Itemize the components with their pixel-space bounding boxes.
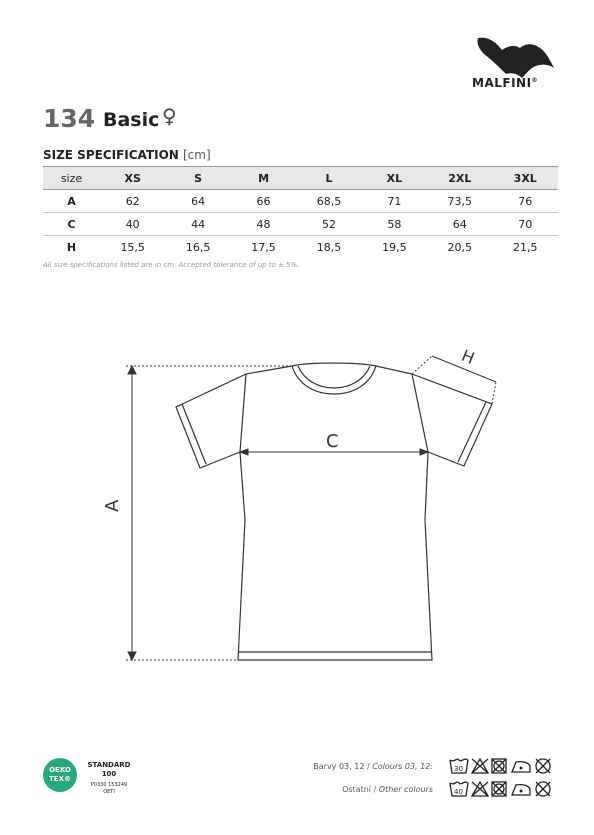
table-cell: 44 (165, 213, 230, 236)
wash-30-icon (450, 759, 468, 773)
measurement-h-line (412, 356, 496, 404)
size-spec-unit: [cm] (183, 148, 211, 162)
table-cell: 66 (231, 190, 296, 213)
care-label-colours (213, 762, 433, 771)
size-table (43, 166, 558, 258)
size-table-header (43, 167, 558, 190)
wash-temp: 30 (454, 765, 463, 773)
no-tumble-dry-icon (492, 759, 506, 773)
oeko-code (86, 782, 132, 796)
label-a: A (102, 499, 123, 512)
table-row (43, 190, 558, 213)
iron-icon (512, 785, 530, 795)
size-spec-title (43, 148, 211, 162)
table-cell: 76 (493, 190, 558, 213)
oeko-standard-line2: 100 (101, 770, 117, 778)
no-dry-clean-icon (536, 759, 550, 773)
table-cell: 58 (362, 213, 427, 236)
iron-icon (512, 762, 530, 772)
oeko-standard (86, 761, 132, 779)
label-c: C (326, 431, 339, 452)
brand-name-text: MALFINI (472, 76, 532, 90)
care-icons-row (448, 757, 558, 775)
header-cell: XL (362, 167, 427, 190)
header-cell: 2XL (427, 167, 492, 190)
care-icons-row (448, 780, 558, 798)
oeko-code-line1: P0330 153249 (90, 782, 128, 788)
table-cell: 68,5 (296, 190, 361, 213)
no-tumble-dry-icon (492, 782, 506, 796)
measurement-a-line (126, 366, 292, 660)
model-name: Basic (103, 109, 160, 131)
tshirt-outline (176, 363, 492, 660)
header-cell: M (231, 167, 296, 190)
header-cell: XS (100, 167, 165, 190)
wash-40-icon (450, 782, 468, 796)
table-cell: 62 (100, 190, 165, 213)
oeko-badge-line2: TEX® (49, 775, 71, 783)
size-spec-title-text: SIZE SPECIFICATION (43, 148, 179, 162)
table-cell: 15,5 (120, 240, 145, 254)
wash-temp: 40 (454, 788, 463, 796)
table-cell: 64 (427, 213, 492, 236)
model-number: 134 (43, 104, 96, 133)
table-cell: 18,5 (316, 240, 342, 254)
label-h: H (458, 345, 478, 368)
oeko-badge-line1: OEKO (49, 766, 71, 774)
table-cell: C (43, 213, 100, 236)
tolerance-note: All size specifications listed are in cm. Accepted tolerance of up to ± 5%. (43, 261, 300, 269)
no-bleach-icon (472, 759, 488, 773)
table-cell: H (66, 240, 77, 254)
table-cell: 70 (493, 213, 558, 236)
oeko-standard-line1: STANDARD (87, 761, 131, 769)
table-cell: A (43, 190, 100, 213)
female-symbol-icon: ♀ (162, 104, 177, 128)
header-cell: 3XL (493, 167, 558, 190)
oeko-tex-badge (43, 758, 77, 792)
table-cell: 17,5 (251, 240, 276, 254)
care-label-other (213, 785, 433, 794)
table-cell: 48 (231, 213, 296, 236)
care-label-local: Ostatní / (342, 785, 379, 794)
table-row (43, 236, 558, 259)
table-cell: 71 (362, 190, 427, 213)
header-cell: L (296, 167, 361, 190)
table-cell: 73,5 (427, 190, 492, 213)
brand-mark: ® (531, 77, 539, 84)
table-cell: 52 (296, 213, 361, 236)
table-cell: 19,5 (382, 240, 407, 254)
table-row (43, 213, 558, 236)
care-label-local: Barvy 03, 12 / (313, 762, 373, 771)
no-dry-clean-icon (536, 782, 550, 796)
brand-name (472, 76, 538, 90)
header-cell: size (43, 167, 100, 190)
no-bleach-icon (472, 782, 488, 796)
header-cell: S (165, 167, 230, 190)
care-label-english: Colours 03, 12: (372, 762, 433, 771)
tshirt-measurement-diagram (100, 345, 500, 670)
table-cell: 16,5 (185, 240, 211, 254)
oeko-code-line2: OETI (103, 789, 115, 795)
table-cell: 40 (100, 213, 165, 236)
table-cell: 64 (165, 190, 230, 213)
table-cell: 20,5 (447, 240, 473, 254)
table-cell: 21,5 (513, 240, 538, 254)
care-label-english: Other colours (378, 785, 433, 794)
